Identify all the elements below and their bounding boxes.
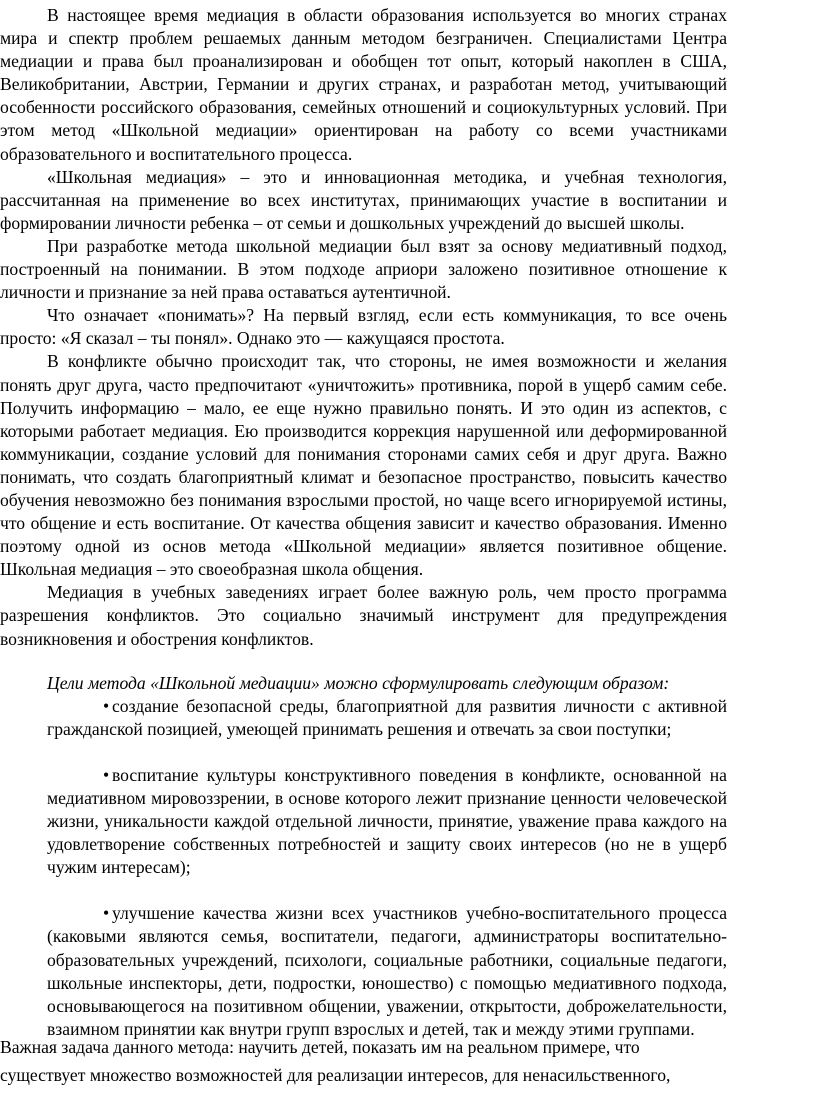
paragraph-mediation-role: Медиация в учебных заведениях играет более важную роль, чем просто программа разрешения конфликтов. Это социально значимый инструмент для предупреждения возникновения и обострения конфликтов. <box>0 582 727 649</box>
paragraph-understanding-approach: При разработке метода школьной медиации был взят за основу медиативный подход, построенный на понимании. В этом подходе априори заложено позитивное отношение к личности и признание за ней права оставаться аутентичной. <box>0 235 727 303</box>
list-item <box>47 695 727 741</box>
paragraph-what-understanding-means: Что означает «понимать»? На первый взгляд, если есть коммуникация, то все очень просто: «Я сказал – ты понял». Однако это — кажущаяся простота. <box>0 305 727 349</box>
goals-heading: Цели метода «Школьной медиации» можно сформулировать следующим образом: <box>47 672 670 693</box>
paragraph-school-mediation-definition: «Школьная медиация» – это и инновационная методика, и учебная технология, рассчитанная на применение во всех институтах, принимающих участие в воспитании и формировании личности ребенка – от семьи и дошкольных учреждений до высшей школы. <box>0 166 727 233</box>
document-body <box>0 4 727 1041</box>
closing-paragraph <box>0 1033 727 1089</box>
list-item <box>47 764 727 879</box>
bullet-icon: • <box>103 695 110 716</box>
bullet-icon: • <box>103 903 110 924</box>
closing-line-1: Важная задача данного метода: научить детей, показать им на реальном примере, что <box>0 1037 640 1057</box>
closing-line-2: существует множество возможностей для реализации интересов, для ненасильственного, <box>0 1065 671 1085</box>
goal-text-quality-of-life: улучшение качества жизни всех участников учебно-воспитательного процесса (каковыми являются семья, воспитатели, педагоги, администраторы воспитательно-образовательных учреждений, психологи, социальные работники, социальные педагоги, школьные инспекторы, дети, подростки, юношество) с помощью медиативного подхода, основывающегося на позитивном общении, уважении, открытости, доброжелательности, взаимном принятии как внутри групп взрослых и детей, так и между этими группами. <box>47 903 727 1039</box>
paragraph-conflict-communication: В конфликте обычно происходит так, что стороны, не имея возможности и желания понять друг друга, часто предпочитают «уничтожить» противника, порой в ущерб самим себе. Получить информацию – мало, ее еще нужно правильно понять. И это один из аспектов, с которыми работает медиация. Ею производится коррекция нарушенной или деформированной коммуникации, создание условий для понимания сторонами самих себя и друг друга. Важно понимать, что создать благоприятный климат и безопасное пространство, повысить качество обучения невозможно без понимания взрослыми простой, но чаще всего игнорируемой истины, что общение и есть воспитание. От качества общения зависит и качество образования. Именно поэтому одной из основ метода «Школьной медиации» является позитивное общение. Школьная медиация – это своеобразная школа общения. <box>0 351 727 580</box>
bullet-icon: • <box>103 764 110 785</box>
goal-text-safe-environment: создание безопасной среды, благоприятной для развития личности с активной гражданской позицией, умеющей принимать решения и отвечать за свои поступки; <box>47 695 727 739</box>
goal-text-constructive-behavior: воспитание культуры конструктивного поведения в конфликте, основанной на медиативном мировоззрении, в основе которого лежит признание ценности человеческой жизни, уникальности каждой отдельной личности, принятие, уважение права каждого на удовлетворение собственных потребностей и защиту своих интересов (но не в ущерб чужим интересам); <box>47 764 727 878</box>
paragraph-mediation-abroad: В настоящее время медиация в области образования используется во многих странах мира и спектр проблем решаемых данным методом безграничен. Специалистами Центра медиации и права был проанализирован и обобщен тот опыт, который накоплен в США, Великобритании, Австрии, Германии и других странах, и разработан метод, учитывающий особенности российского образования, семейных отношений и социокультурных условий. При этом метод «Школьной медиации» ориентирован на работу со всеми участниками образовательного и воспитательного процесса. <box>0 5 727 164</box>
goals-list <box>0 695 727 1041</box>
list-item <box>47 902 727 1041</box>
